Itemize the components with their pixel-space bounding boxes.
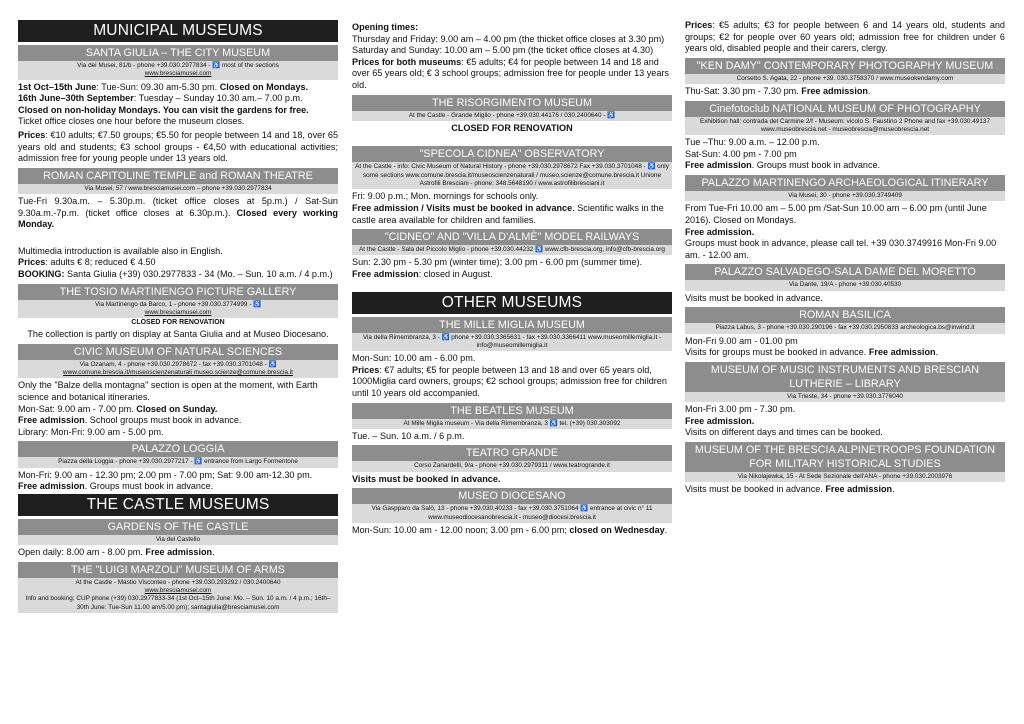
- opening-weekend: Saturday and Sunday: 10.00 am – 5.00 pm (the ticket office closes at 4.30): [352, 45, 654, 56]
- gardens-info: Open daily: 8.00 am - 8.00 pm. Free admission.: [18, 547, 215, 558]
- specola-hours: Fri: 9.00 p.m.; Mon. mornings for schools only.: [352, 191, 539, 202]
- prices-text: : €7 adults; €5 for people between 13 and 18 and over 65 years old, 1000Miglia card owners, groups; €2 school groups; admission free for children until 10 years old accompanied.: [352, 364, 667, 398]
- header-ken-damy: "KEN DAMY" CONTEMPORARY PHOTOGRAPHY MUSEUM: [685, 58, 1005, 74]
- tosio-closed: CLOSED FOR RENOVATION: [131, 319, 225, 327]
- civic-info: [18, 380, 338, 438]
- specola-info: [352, 191, 672, 226]
- address-gardens: Via del Castello: [18, 535, 338, 545]
- music-info: [685, 404, 1005, 439]
- civic-closed: Closed on Sunday.: [136, 403, 218, 414]
- kendamy-times: Thu-Sat: 3.30 pm - 7.30 pm.: [685, 86, 802, 97]
- opening-label: Opening times:: [352, 22, 419, 32]
- address-marzoli: [18, 578, 338, 613]
- roman-closed: Closed every working Monday.: [18, 207, 338, 230]
- roman-hours: [18, 196, 338, 231]
- website-link[interactable]: www.bresciamusei.com: [144, 70, 212, 78]
- header-marzoli: THE "LUIGI MARZOLI" MUSEUM OF ARMS: [18, 562, 338, 578]
- roman-info: [18, 246, 338, 281]
- column-3: [685, 20, 1005, 497]
- hours-1: : Tue-Sun: 09.30 am-5.30 pm.: [96, 81, 220, 92]
- prices-text: : €5 adults; €3 for people between 6 and 14 years old, students and groups; €2 for people over 60 years old; admission free for children under 6 years old, disabled people and their carers, clergy.: [685, 20, 1005, 54]
- header-gardens: GARDENS OF THE CASTLE: [18, 519, 338, 535]
- free-admission: Free admission: [868, 347, 936, 358]
- address-cinefotoclub: Exhibition hall: contrada del Carmine 2/f - Museum: vicolo S. Faustino 2 Phone and fax +39.030.49137 www.museobrescia.net - museobrescia@museobrescia.net: [685, 117, 1005, 136]
- address-mille-miglia: Via della Rimembranza, 3 - ♿ phone +39.030.3365631 - fax +39.030.3366411 www.museomillemiglia.it - info@museomillemiglia.it: [352, 333, 672, 352]
- beatles-hours: Tue. – Sun. 10 a.m. / 6 p.m.: [352, 430, 465, 441]
- address-civic-museum: [18, 360, 338, 379]
- header-roman-temple: ROMAN CAPITOLINE TEMPLE and ROMAN THEATRE: [18, 168, 338, 184]
- address-santa-giulia: [18, 61, 338, 80]
- santa-giulia-hours: [18, 82, 338, 128]
- address-line: Via Ozanam, 4 - phone +39.030.2978672 - fax +39.030.3701048 - ♿: [79, 360, 277, 368]
- civic-groups: . School groups must book in advance.: [84, 415, 242, 426]
- address-specola: At the Castle - info: Civic Museum of Natural History - phone +39.030.2978672 Fax +39.030.3701048 - ♿ only some sections www.comune.brescia.it/museoscienzenaturali / museo.scienze@comune.brescia.it Unione Astrofili Bresciani - phone: 348.5648190 / www.astrofilibresciani.it: [352, 162, 672, 189]
- risorgimento-closed: CLOSED FOR RENOVATION: [451, 122, 573, 133]
- roman-hours-text: Tue-Fri 9.30a.m. – 5.30p.m. (ticket office closes at 5p.m.) / Sat-Sun 9.30a.m.-7p.m. (ticket office closes at 6.30p.m.).: [18, 196, 338, 218]
- booking-label: BOOKING:: [18, 269, 65, 280]
- prices-text: : €5 adults; €4 for people between 14 and 18 and over 65 years old; € 3 school groups; admission free for people under 13 years old.: [352, 56, 669, 90]
- multimedia-note: Multimedia introduction is available also in English.: [18, 245, 223, 256]
- header-alpinetroops: MUSEUM OF THE BRESCIA ALPINETROOPS FOUNDATION FOR MILITARY HISTORICAL STUDIES: [685, 442, 1005, 472]
- address-railways: At the Castle - Sala del Piccolo Miglio - phone +39.030.44232 ♿ www.cfb-brescia.org, info@cfb-brescia.org: [352, 245, 672, 255]
- alpine-note: Visits must be booked in advance. Free admission.: [685, 484, 895, 495]
- column-1: [18, 20, 338, 613]
- address-palazzo-martinengo: Via Musei, 30 - phone +39.030.3749409: [685, 191, 1005, 201]
- cinefoto-groups: . Groups must book in advance.: [751, 160, 881, 171]
- header-music-instruments: MUSEUM OF MUSIC INSTRUMENTS AND BRESCIAN LUTHERIE – LIBRARY: [685, 362, 1005, 392]
- website-link[interactable]: www.comune.brescia.it/museoscienzenaturali museo.scienze@comune.brescia.it: [63, 369, 293, 377]
- address-palazzo-loggia: Piazza della Loggia - phone +39.030.2977217 - ♿ entrance from Largo Formentone: [18, 457, 338, 467]
- roman-prices-label: Prices: [18, 257, 46, 268]
- basilica-info: Mon-Fri 9.00 am - 01.00 pm Visits for groups must be booked in advance. Free admission.: [685, 335, 939, 358]
- prices-label: Prices: [685, 20, 713, 30]
- diocesano-times: Mon-Sun: 10.00 am - 12.00 noon; 3.00 pm - 6.00 pm;: [352, 524, 570, 535]
- header-railways: "CIDNEO" AND "VILLA D'ALMÈ" MODEL RAILWAYS: [352, 229, 672, 245]
- loggia-hours: Mon-Fri: 9.00 am - 12.30 pm; 2.00 pm - 7.00 pm; Sat: 9.00 am-12.30 pm.: [18, 469, 313, 480]
- header-palazzo-martinengo: PALAZZO MARTINENGO ARCHAEOLOGICAL ITINERARY: [685, 175, 1005, 191]
- prices-label: Prices: [18, 129, 46, 140]
- address-palazzo-salvadego: Via Dante, 19/A - phone +39.030.40530: [685, 280, 1005, 290]
- cinefoto-hours-1: Tue –Thu: 9.00 a.m. – 12.00 p.m.: [685, 137, 820, 148]
- loggia-info: [18, 470, 338, 493]
- header-risorgimento: THE RISORGIMENTO MUSEUM: [352, 95, 672, 111]
- free-admission: Free admission: [145, 547, 213, 558]
- header-palazzo-loggia: PALAZZO LOGGIA: [18, 441, 338, 457]
- closed-note: Closed on non-holiday Mondays. You can visit the gardens for free.: [18, 104, 309, 115]
- address-line: At the Castle - Mastio Visconteo - phone +39.030.293292 / 030.2400640: [75, 578, 281, 586]
- tosio-note: The collection is partly on display at Santa Giulia and at Museo Diocesano.: [27, 329, 329, 340]
- address-museo-diocesano: Via Gaspparo da Salò, 13 - phone +39.030.40233 - fax +39.030.3751064 ♿ entrance at civic n° 11 www.museodiocesanobrescia.it - museo@diocesi.brescia.it: [352, 504, 672, 523]
- address-line: Via Martinengo da Barco, 1 - phone +39.030.3774999 - ♿: [94, 300, 262, 308]
- gardens-hours: Open daily: 8.00 am - 8.00 pm.: [18, 547, 146, 558]
- header-santa-giulia: SANTA GIULIA – THE CITY MUSEUM: [18, 45, 338, 61]
- header-specola: "SPECOLA CIDNEA" OBSERVATORY: [352, 146, 672, 162]
- cinefoto-hours-2: Sat-Sun: 4.00 pm - 7.00 pm: [685, 148, 797, 159]
- prices-text: : €10 adults; €7.50 groups; €5.50 for people between 14 and 18, over 65 years old and students; €3 school groups - €4,50 with educational activities; admission free for young people under 13 years old.: [18, 129, 338, 164]
- free-admission: Free admission.: [685, 415, 755, 426]
- free-admission: Free admission: [352, 269, 419, 280]
- kendamy-hours: Thu-Sat: 3.30 pm - 7.30 pm. Free admission.: [685, 86, 871, 97]
- address-line: Via dei Musei, 81/b - phone +39.030.2977834 - ♿ most of the sections: [77, 62, 279, 69]
- music-note: Visits on different days and times can be booked.: [685, 427, 883, 438]
- season-1: 1st Oct–15th June: [18, 81, 97, 92]
- header-cinefotoclub: Cinefotoclub NATIONAL MUSEUM OF PHOTOGRAPHY: [685, 101, 1005, 117]
- website-link[interactable]: www.bresciamusei.com: [144, 587, 212, 595]
- loggia-groups: . Groups must book in advance.: [84, 481, 214, 492]
- santa-giulia-prices: [18, 130, 338, 165]
- booking-info: Info and booking: CUP phone (+39) 030.2977833-34 (1st Oct–15th June: Mo. – Sun. 10 a.m. / 4 p.m.; 16th–30th June: Tue-Sun 11.00 am/5.00 pm); santagiulia@bresciamusei.com: [25, 595, 331, 611]
- castle-prices-cont: [685, 20, 1005, 55]
- martinengo-info: [685, 203, 1005, 261]
- address-music-instruments: Via Trieste, 34 - phone +39.030.3776040: [685, 392, 1005, 402]
- civic-library: Library: Mon-Fri: 9.00 am - 5.00 pm.: [18, 426, 164, 437]
- address-roman-basilica: Piazza Labus, 3 - phone +39.030.290196 - fax +39.030.2950833 archeologica.bs@inwind.it: [685, 323, 1005, 333]
- prices-label: Prices: [352, 364, 380, 375]
- alpine-booking: Visits must be booked in advance.: [685, 484, 826, 495]
- address-alpinetroops: Via Nikolajewka, 15 - At Sede Sezionale dell'ANA - phone +39.030.2003976: [685, 472, 1005, 482]
- civic-hours: Mon-Sat: 9.00 am - 7.00 pm.: [18, 403, 137, 414]
- martinengo-groups: Groups must book in advance, please call tel. +39 030.3749916 Mon-Fri 9.00 am. - 12.00 am.: [685, 238, 997, 260]
- address-tosio: [18, 300, 338, 319]
- music-hours: Mon-Fri 3.00 pm - 7.30 pm.: [685, 403, 796, 414]
- roman-prices: : adults € 8; reduced € 4.50: [45, 257, 156, 268]
- booking-text: Santa Giulia (+39) 030.2977833 - 34 (Mo. – Sun. 10 a.m. / 4 p.m.): [64, 269, 333, 280]
- railways-note: : closed in August.: [418, 269, 493, 280]
- martinengo-hours: From Tue-Fri 10.00 am – 5.00 pm /Sat-Sun 10.00 am – 6.00 pm (until June 2016). Closed on Mondays.: [685, 203, 987, 225]
- address-risorgimento: At the Castle - Grande Miglio - phone +39.030.44176 / 030.2400640 - ♿: [352, 111, 672, 121]
- section-title-castle-museums: THE CASTLE MUSEUMS: [18, 494, 338, 516]
- season-2: 16th June–30th September: [18, 93, 134, 104]
- header-teatro-grande: TEATRO GRANDE: [352, 445, 672, 461]
- header-beatles: THE BEATLES MUSEUM: [352, 403, 672, 419]
- civic-note: Only the "Balze della montagna" section is open at the moment, with Earth science and botanical itineraries.: [18, 380, 318, 402]
- free-admission: Free admission: [685, 160, 752, 171]
- header-mille-miglia: THE MILLE MIGLIA MUSEUM: [352, 317, 672, 333]
- free-admission: Free admission: [801, 86, 868, 97]
- section-title-other-museums: OTHER MUSEUMS: [352, 292, 672, 314]
- address-roman-temple: Via Musei, 57 / www.bresciamusei.com – phone +39.030.2977834: [18, 184, 338, 194]
- basilica-groups: Visits for groups must be booked in advance.: [685, 347, 869, 358]
- free-admission: Free admission: [825, 484, 893, 495]
- teatro-note: Visits must be booked in advance.: [352, 473, 501, 484]
- website-link[interactable]: www.bresciamusei.com: [144, 308, 212, 316]
- header-palazzo-salvadego: PALAZZO SALVADEGO-SALA DAME DEL MORETTO: [685, 264, 1005, 280]
- opening-weekdays: Thursday and Friday: 9.00 am – 4.00 pm (the thicket office closes at 3.30 pm): [352, 33, 665, 44]
- prices-label: Prices for both museums: [352, 56, 462, 67]
- specola-note: . Scientific walks in the castle area available for children and families.: [352, 202, 664, 225]
- basilica-hours: Mon-Fri 9.00 am - 01.00 pm: [685, 335, 798, 346]
- cinefoto-info: [685, 137, 1005, 172]
- railways-info: [352, 257, 672, 280]
- address-beatles: At Mille Miglia museum - Via della Rimembranza, 3 ♿ tel. (+39) 030.303092: [352, 419, 672, 429]
- railways-hours: Sun: 2.30 pm - 5.30 pm (winter time); 3.00 pm - 6.00 pm (summer time).: [352, 257, 643, 268]
- salvadego-note: Visits must be booked in advance.: [685, 292, 823, 303]
- address-teatro-grande: Corso Zanardelli, 9/a - phone +39.030.2979311 / www.teatrogrande.it: [352, 461, 672, 471]
- section-title-municipal-museums: MUNICIPAL MUSEUMS: [18, 20, 338, 42]
- header-civic-museum: CIVIC MUSEUM OF NATURAL SCIENCES: [18, 344, 338, 360]
- castle-opening: [352, 22, 672, 92]
- address-ken-damy: Corsetto S. Agata, 22 - phone +39. 030.3758370 / www.museokendamy.com: [685, 74, 1005, 84]
- column-2: [352, 20, 672, 538]
- free-admission: Free admission.: [685, 226, 755, 237]
- free-admission: Free admission: [18, 415, 85, 426]
- millemiglia-info: [352, 353, 672, 399]
- diocesano-hours: Mon-Sun: 10.00 am - 12.00 noon; 3.00 pm - 6.00 pm; closed on Wednesday.: [352, 524, 668, 535]
- hours-2: : Tuesday – Sunday 10.30 am.– 7.00 p.m.: [133, 93, 303, 104]
- diocesano-closed: closed on Wednesday: [569, 524, 665, 535]
- millemiglia-hours: Mon-Sun: 10.00 am - 6.00 pm.: [352, 353, 476, 364]
- free-admission: Free admission: [18, 481, 85, 492]
- closed-1: Closed on Mondays.: [219, 81, 309, 92]
- header-museo-diocesano: MUSEO DIOCESANO: [352, 488, 672, 504]
- free-admission: Free admission / Visits must be booked in advance: [352, 202, 573, 213]
- header-roman-basilica: ROMAN BASILICA: [685, 307, 1005, 323]
- ticket-note: Ticket office closes one hour before the museum closes.: [18, 116, 245, 127]
- header-tosio: THE TOSIO MARTINENGO PICTURE GALLERY: [18, 284, 338, 300]
